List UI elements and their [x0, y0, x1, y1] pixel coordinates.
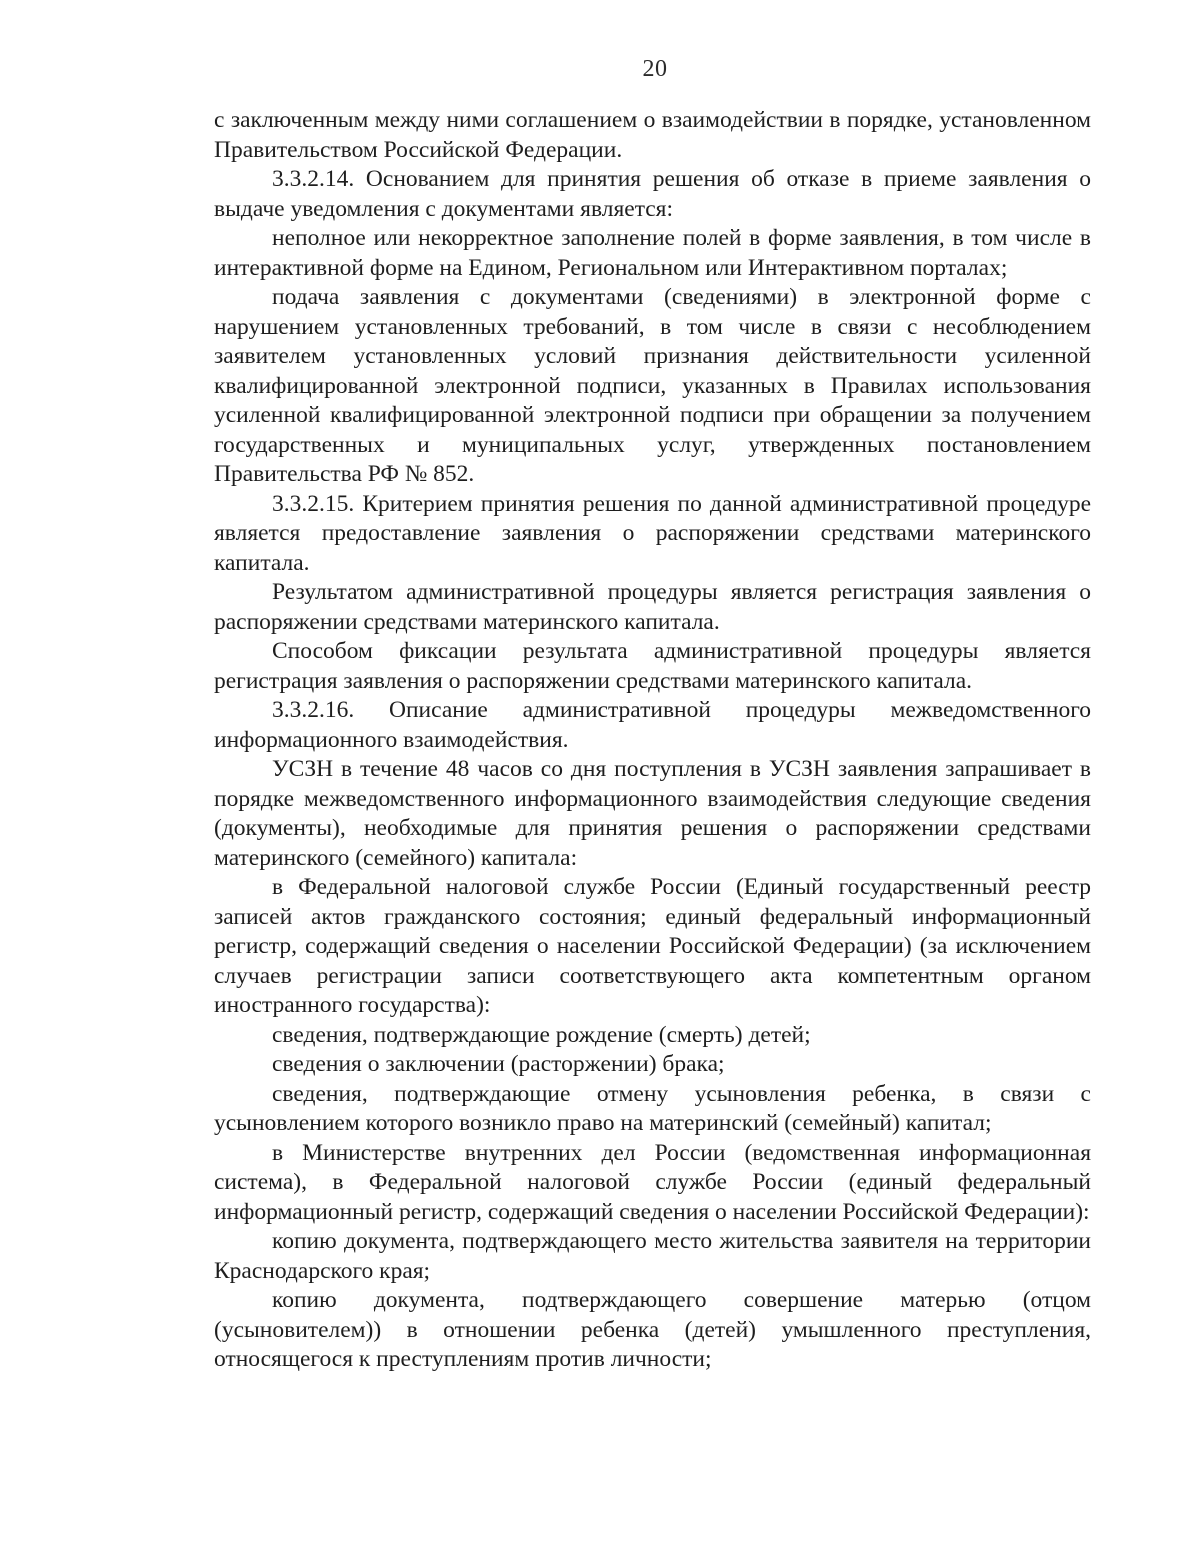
paragraph: с заключенным между ними соглашением о взаимодействии в порядке, установленном Правительством Российской Федерации. [214, 107, 1091, 163]
page-number: 20 [642, 56, 668, 82]
paragraph: в Министерстве внутренних дел России (ведомственная информационная система), в Федеральной налоговой службе России (единый федеральный информационный регистр, содержащий сведения о населении Российской Федерации): [214, 1139, 1091, 1225]
paragraph: в Федеральной налоговой службе России (Единый государственный реестр записей актов гражданского состояния; единый федеральный информационный регистр, содержащий сведения о населении Российской Федерации) (за исключением случаев регистрации записи соответствующего акта компетентным органом иностранного государства): [214, 874, 1091, 1018]
paragraph: 3.3.2.14. Основанием для принятия решения об отказе в приеме заявления о выдаче уведомления с документами является: [214, 166, 1091, 222]
paragraph: сведения, подтверждающие рождение (смерть) детей; [272, 1021, 811, 1048]
paragraph: сведения о заключении (расторжении) брака; [272, 1051, 725, 1077]
paragraph: 3.3.2.15. Критерием принятия решения по данной административной процедуре является предоставление заявления о распоряжении средствами материнского капитала. [214, 490, 1091, 576]
paragraph: копию документа, подтверждающего место жительства заявителя на территории Краснодарского края; [214, 1228, 1091, 1284]
paragraph: подача заявления с документами (сведениями) в электронной форме с нарушением установленных требований, в том числе в связи с несоблюдением заявителем установленных условий признания действительности усиленной квалифицированной электронной подписи, указанных в Правилах использования усиленной квалифицированной электронной подписи при обращении за получением государственных и муниципальных услуг, утвержденных постановлением Правительства РФ № 852. [214, 284, 1091, 487]
paragraph: сведения, подтверждающие отмену усыновления ребенка, в связи с усыновлением которого возникло право на материнский (семейный) капитал; [214, 1080, 1091, 1136]
document-body [214, 106, 1091, 1375]
paragraph: 3.3.2.16. Описание административной процедуры межведомственного информационного взаимодействия. [214, 697, 1091, 753]
paragraph: УСЗН в течение 48 часов со дня поступления в УСЗН заявления запрашивает в порядке межведомственного информационного взаимодействия следующие сведения (документы), необходимые для принятия решения о распоряжении средствами материнского (семейного) капитала: [214, 756, 1091, 871]
paragraph: Способом фиксации результата административной процедуры является регистрация заявления о распоряжении средствами материнского капитала. [214, 638, 1091, 694]
paragraph: копию документа, подтверждающего совершение матерью (отцом (усыновителем)) в отношении ребенка (детей) умышленного преступления, относящегося к преступлениям против личности; [214, 1287, 1091, 1372]
paragraph: неполное или некорректное заполнение полей в форме заявления, в том числе в интерактивной форме на Едином, Региональном или Интерактивном порталах; [214, 225, 1091, 281]
paragraph: Результатом административной процедуры является регистрация заявления о распоряжении средствами материнского капитала. [214, 579, 1091, 635]
